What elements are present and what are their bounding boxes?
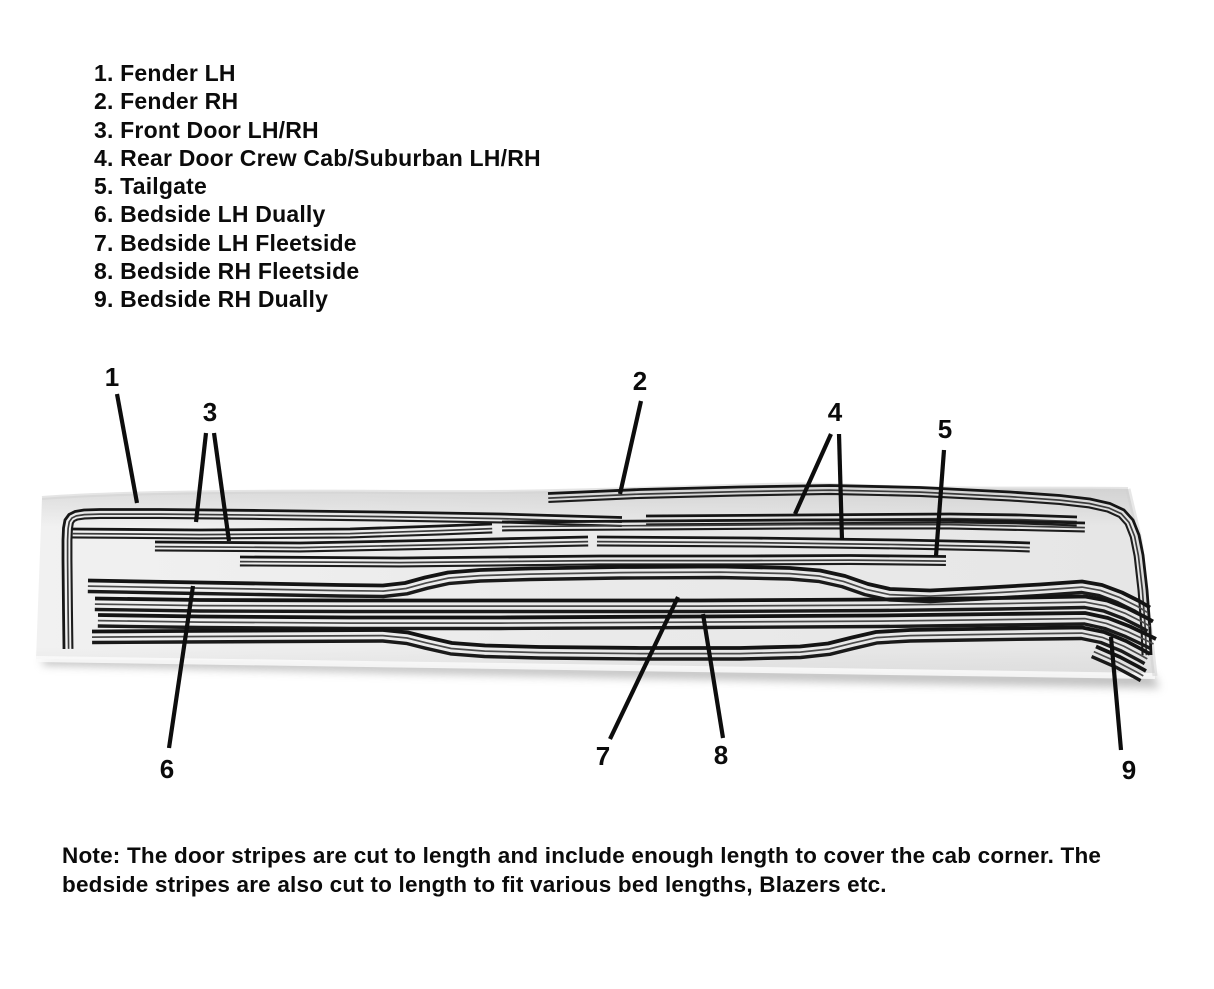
note-line-1: Note: The door stripes are cut to length and include enough length to cover the cab corner. The bbox=[62, 843, 1102, 868]
callout-1: 1 bbox=[104, 362, 120, 392]
note-text bbox=[62, 841, 1101, 899]
callout-9: 9 bbox=[1121, 755, 1137, 785]
parts-list-item-8: 8. Bedside RH Fleetside bbox=[94, 258, 360, 285]
leader-line-2 bbox=[620, 401, 641, 494]
parts-list-item-6: 6. Bedside LH Dually bbox=[94, 201, 326, 228]
callout-5: 5 bbox=[937, 414, 953, 444]
parts-list-item-9: 9. Bedside RH Dually bbox=[94, 286, 329, 313]
parts-list-item-5: 5. Tailgate bbox=[94, 173, 207, 200]
callout-8: 8 bbox=[713, 740, 729, 770]
note-line-2: bedside stripes are also cut to length to fit various bed lengths, Blazers etc. bbox=[62, 872, 887, 897]
parts-list-item-4: 4. Rear Door Crew Cab/Suburban LH/RH bbox=[94, 144, 541, 171]
callout-6: 6 bbox=[159, 754, 175, 784]
parts-list-item-2: 2. Fender RH bbox=[94, 88, 239, 115]
parts-list-item-3: 3. Front Door LH/RH bbox=[94, 116, 319, 143]
leader-line-1 bbox=[117, 394, 137, 503]
leader-line-4b bbox=[839, 434, 842, 540]
parts-list-item-7: 7. Bedside LH Fleetside bbox=[94, 229, 357, 256]
callout-4: 4 bbox=[827, 397, 843, 427]
callout-2: 2 bbox=[632, 366, 648, 396]
callout-3: 3 bbox=[202, 397, 218, 427]
callout-7: 7 bbox=[595, 741, 611, 771]
parts-list-item-1: 1. Fender LH bbox=[94, 60, 236, 86]
